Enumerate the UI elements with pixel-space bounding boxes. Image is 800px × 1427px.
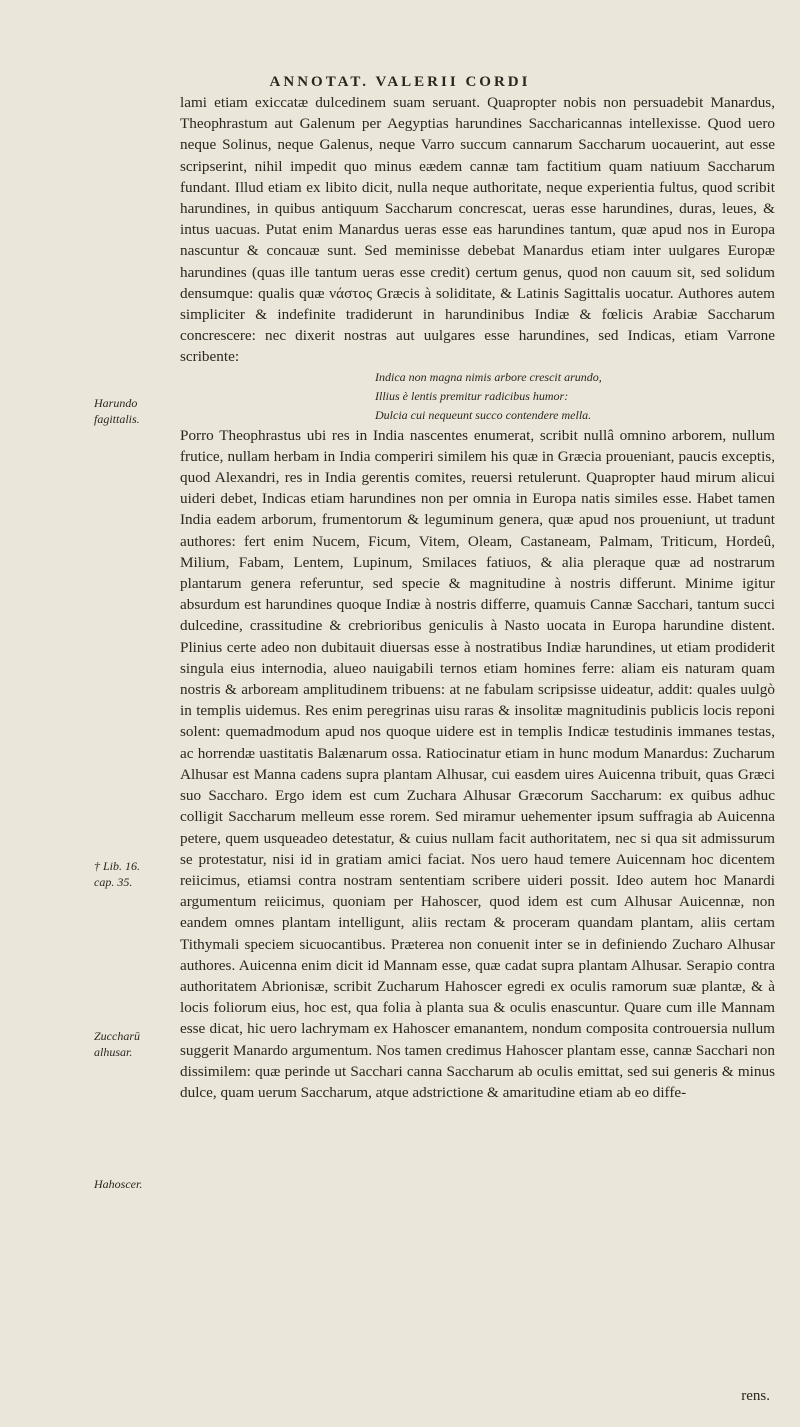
- margin-note-line: † Lib. 16.: [94, 859, 141, 873]
- margin-note-hahoscer: [94, 1176, 154, 1192]
- verse-line-3: Dulcia cui nequeunt succo contendere mella.: [375, 407, 592, 422]
- paragraph-2: Porro Theophrastus ubi res in India nascentes enumerat, scribit nullâ omnino arborem, nullum frutice, nullam herbam in India comperiri similem his quæ in Græcia proueniant, paucis exceptis, quod Alexandri, res in India gerentis comites, reuersi retulerunt. Quapropter haud mirum alicui uideri debet, Indicas etiam harundines non per omnia in Europa natis similes esse. Habet tamen India eadem arborum, frumentorum & leguminum genera, quæ apud nos proueniunt, ut tradunt authores: fert enim Nucem, Ficum, Vitem, Oleam, Castaneam, Palmam, Triticum, Hordeû, Milium, Fabam, Lentem, Lupinum, Smilaces fatiuos, & alia pleraque quæ ad nostrarum plantarum genera referuntur, sed specie & magnitudine à nostris differunt. Minime igitur absurdum est harundines quoque Indiæ à nostris differre, quamuis Cannæ Sacchari, tantum succi dulcedine, crassitudine & crebrioribus geniculis à Nasto uocata in Europa harundine distent. Plinius certe adeo non dubitauit diuersas esse à nostratibus Indiæ harundines, ut etiam prodiderit singula eius internodia, alueo nauigabili ternos etiam homines ferre: aliam eis naturam quam nostris & arboream amplitudinem tribuens: at ne fabulam scripsisse uideatur, addit: quales uulgò in templis uidemus. Res enim peregrinas uisu raras & insolitæ magnitudinis publicis locis reponi solent: quemadmodum apud nos quoque uidere est in templis Indicæ testudinis immanes testas, ac horrendæ uastitatis Balænarum ossa. Ratiocinatur etiam in hunc modum Manardus: Zucharum Alhusar est Manna cadens supra plantam Alhusar, cui easdem uires Auicenna tribuit, quas Græci suo Saccharo. Ergo idem est cum Zuchara Alhusar Græcorum Saccharum: ex quibus adhuc colligit Saccharum melleum esse rorem. Sed miramur uehementer ipsum suffragia ab Auicenna petere, quem usqueadeo detestatur, & cuius nullam facit authoritatem, nec si qua sit admissurum se protestatur, nisi id in gratiam amici faciat. Nos uero haud temere Auicennam hoc dicentem reiicimus, etiamsi contra nostram sententiam scribere uideri possit. Ideo autem hoc Manardi argumentum reiicimus, quoniam per Hahoscer, quod idem est cum Alhusar Auicennæ, non eandem omnes plantam intelligunt, aliis rectam & proceram quandam plantam, aliis certam Tithymali speciem sicuocantibus. Præterea non conuenit inter se in definiendo Zucharo Alhusar authores. Auicenna enim dicit id Mannam esse, quæ cadat supra plantam Alhusar. Serapio contra authoritatem Abrionisæ, scribit Zucharum Hahoscer egredi ex oculis ramorum suæ plantæ, & à locis foliorum eius, hoc est, qua folia à planta sua & oculis enascuntur. Quare cum ille Mannam esse dicat, hic uero lachrymam ex Hahoscer emanantem, nondum composita controuersia nullum suggerit Manardo argumentum. Nos tamen credimus Hahoscer plantam esse, cannæ Sacchari non dissimilem: quæ perinde ut Sacchari canna Saccharum ab oculis emittat, sed sui generis & minus dulce, quam uerum Saccharum, atque adstrictione & amaritudine etiam ab eo diffe-: [180, 426, 775, 1101]
- margin-note-zuccharum: [94, 1028, 154, 1060]
- verse-line-1: Indica non magna nimis arbore crescit arundo,: [375, 369, 602, 384]
- margin-note-line: Harundo: [94, 396, 138, 410]
- paragraph-1: lami etiam exiccatæ dulcedinem suam seruant. Quapropter nobis non persuadebit Manardus, Theophrastum aut Galenum per Aegyptias harundines Saccharicannas intellexisse. Quod uero neque Solinus, neque Galenus, neque Varro succum cannarum Saccharum uocauerint, aut esse scripserint, nihil impedit quo minus eædem cannæ tam factitium quam natiuum Saccharum fundant. Illud etiam ex libito dicit, nulla neque authoritate, neque experientia fultus, quod scribit harundines, in quibus antiquum Saccharum concrescat, ueras esse harundines, duras, leues, & intus uacuas. Putat enim Manardus ueras esse eas harundines tantum, quæ apud nos in Europa nascuntur & concauæ sunt. Sed meminisse debebat Manardus etiam inter uulgares Europæ harundines (quas ille tantum ueras esse credit) certum genus, quod non cauum sit, sed solidum densumque: qualis quæ νάστος Græcis à soliditate, & Latinis Sagittalis uocatur. Authores autem simpliciter & indefinite tradiderunt in harundinibus Indiæ & fœlicis Arabiæ Saccharum concrescere: nec dixerit nostras aut uulgares esse harundines, sed Indicas, etiam Varrone scribente:: [180, 94, 775, 366]
- margin-note-line: cap. 35.: [94, 875, 133, 889]
- margin-note-line: fagittalis.: [94, 412, 140, 426]
- catchword: rens.: [741, 1388, 770, 1404]
- verse-line-2: Illius è lentis premitur radicibus humor:: [375, 388, 569, 403]
- margin-note-pliny-ref: [94, 858, 154, 890]
- main-text: [180, 92, 775, 1103]
- margin-note-line: Hahoscer.: [94, 1177, 143, 1191]
- running-header: ANNOTAT. VALERII CORDI: [269, 74, 531, 90]
- margin-note-harundo: [94, 395, 154, 427]
- margin-note-line: Zuccharū: [94, 1029, 140, 1043]
- margin-note-line: alhusar.: [94, 1045, 133, 1059]
